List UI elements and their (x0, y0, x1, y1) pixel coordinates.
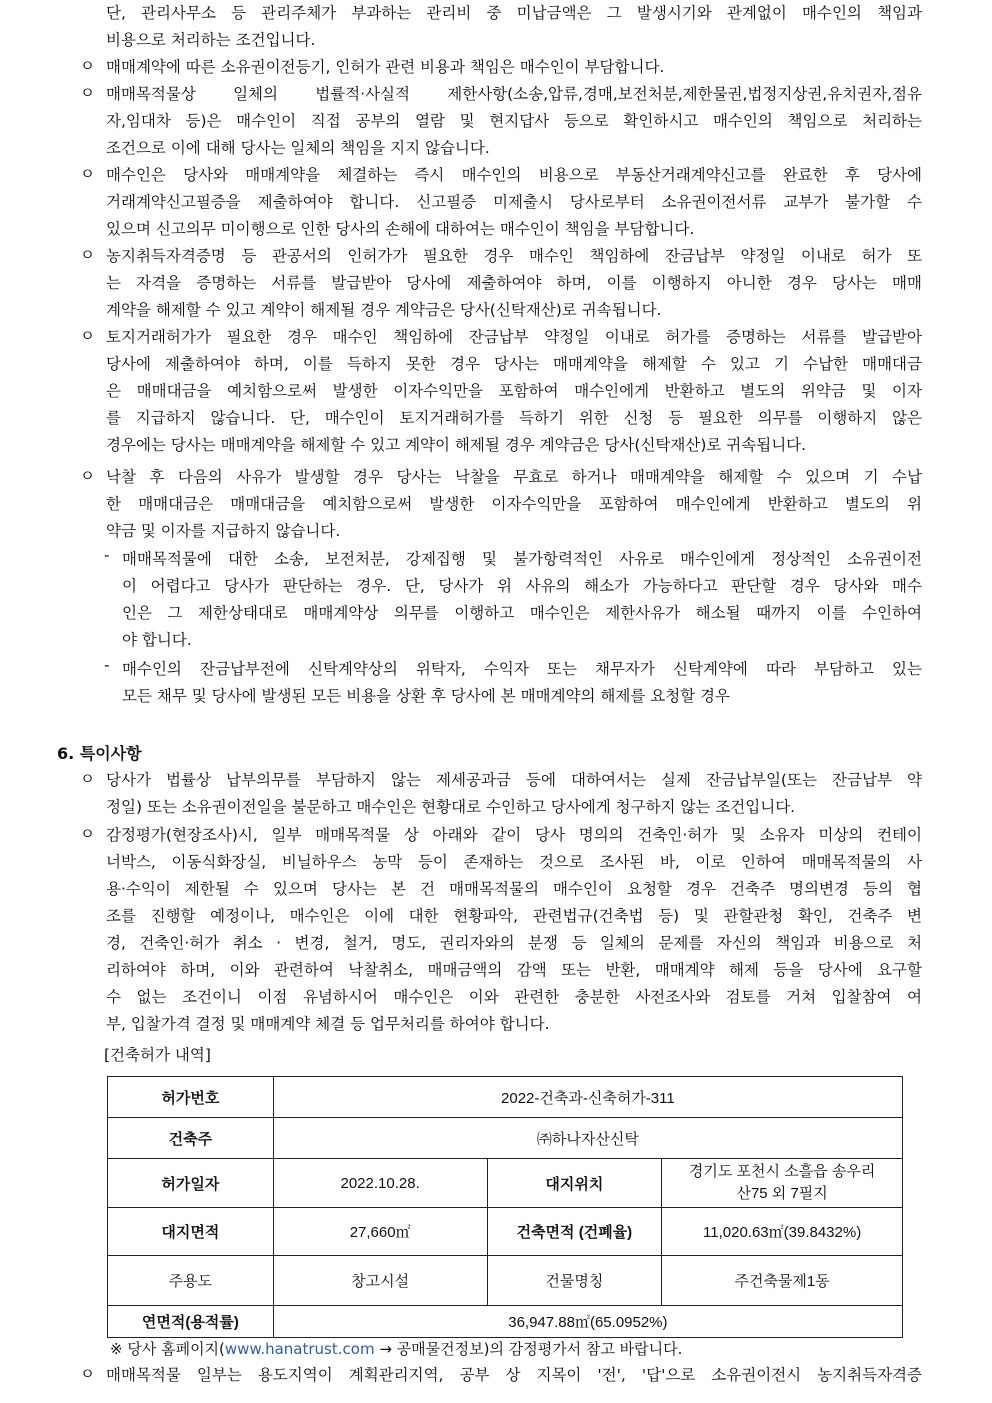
permit-date-value: 2022.10.28. (273, 1159, 487, 1208)
text-line: 토지거래허가가 필요한 경우 매수인 책임하에 잔금납부 약정일 이내로 허가를 증명하는 서류를 발급받아 (106, 328, 922, 346)
circle-bullet-icon: ㅇ (80, 165, 95, 183)
text-line: 수 없는 조건이니 이점 유념하시어 매수인은 이와 관련한 충분한 사전조사와 검토를 거쳐 입찰참여 여 (106, 988, 922, 1006)
circle-bullet-icon: ㅇ (80, 467, 95, 485)
text-line: 비용으로 처리하는 조건입니다. (106, 31, 316, 49)
building-name-value: 주건축물제1동 (662, 1256, 903, 1306)
text-line: 매매목적물 일부는 용도지역이 계획관리지역, 공부 상 지목이 '전', '답'으로 소유권이전시 농지취득자격증 (106, 1366, 922, 1384)
floor-area-label: 연면적(용적률) (108, 1306, 274, 1338)
text-line: 야 합니다. (122, 631, 192, 649)
text-line: 모든 채무 및 당사에 발생된 모든 비용을 상환 후 당사에 본 매매계약의 해제를 요청할 경우 (122, 687, 731, 705)
text-line: 매수인의 잔금납부전에 신탁계약상의 위탁자, 수익자 또는 채무자가 신탁계약에 따라 부담하고 있는 (122, 660, 922, 678)
text-line: 용·수익이 제한될 수 있으며 당사는 본 건 매매목적물의 매수인이 요청할 경우 건축주 명의변경 등의 협 (106, 880, 922, 898)
text-line: 인은 그 제한상태대로 매매계약상 의무를 이행하고 매수인은 제한사유가 해소될 때까지 이를 수인하여 (122, 604, 922, 622)
table-row (108, 1306, 903, 1338)
text-line: 매매목적물상 일체의 법률적·사실적 제한사항(소송,압류,경매,보전처분,제한물권,법정지상권,유치권자,점유 (106, 85, 922, 103)
text-line: 경, 건축인·허가 취소 · 변경, 철거, 명도, 권리자와의 분쟁 등 일체의 문제를 자신의 책임과 비용으로 처 (106, 934, 922, 952)
circle-bullet-icon: ㅇ (80, 327, 95, 345)
homepage-link[interactable]: www.hanatrust.com (224, 1340, 375, 1358)
text-line: 를 지급하지 않습니다. 단, 매수인이 토지거래허가를 득하기 위한 신청 등 필요한 의무를 이행하지 않은 (106, 409, 922, 427)
floor-area-value: 36,947.88㎡(65.0952%) (273, 1306, 902, 1338)
permit-date-label: 허가일자 (108, 1159, 274, 1208)
text-line: 너박스, 이동식화장실, 비닐하우스 농막 등이 존재하는 것으로 조사된 바, 이로 인하여 매매목적물의 사 (106, 853, 922, 871)
owner-label: 건축주 (108, 1118, 274, 1159)
circle-bullet-icon: ㅇ (80, 825, 95, 843)
circle-bullet-icon: ㅇ (80, 57, 95, 75)
text-line: 농지취득자격증명 등 관공서의 인허가가 필요한 경우 매수인 책임하에 잔금납부 약정일 이내로 허가 또 (106, 247, 922, 265)
main-use-value: 창고시설 (273, 1256, 487, 1306)
text-line: 단, 관리사무소 등 관리주체가 부과하는 관리비 중 미납금액은 그 발생시기와 관계없이 매수인의 책임과 (106, 4, 922, 22)
text-line: 리하여야 하며, 이와 관련하여 낙찰취소, 매매금액의 감액 또는 반환, 매매계약 해제 등을 당사에 요구할 (106, 961, 922, 979)
site-location-line: 경기도 포천시 소흘읍 송우리 (688, 1163, 876, 1180)
text-line: 매매목적물에 대한 소송, 보전처분, 강제집행 및 불가항력적인 사유로 매수인에게 정상적인 소유권이전 (122, 550, 922, 568)
text-line: 낙찰 후 다음의 사유가 발생할 경우 당사는 낙찰을 무효로 하거나 매매계약을 해제할 수 있으며 기 수납 (106, 468, 922, 486)
dash-bullet-icon: - (104, 546, 110, 564)
table-row (108, 1118, 903, 1159)
section-heading: 6. 특이사항 (57, 744, 142, 763)
footnote-text: ※ 당사 홈페이지( (110, 1340, 225, 1358)
building-permit-table (107, 1076, 903, 1338)
text-line: 거래계약신고필증을 제출하여야 합니다. 신고필증 미제출시 당사로부터 소유권이전서류 교부가 불가할 수 (106, 193, 922, 211)
footnote (110, 1338, 682, 1360)
circle-bullet-icon: ㅇ (80, 246, 95, 264)
permit-number-label: 허가번호 (108, 1077, 274, 1118)
building-name-label: 건물명칭 (487, 1256, 662, 1306)
text-line: 감정평가(현장조사)시, 일부 매매목적물 상 아래와 같이 당사 명의의 건축인·허가 및 소유자 미상의 컨테이 (106, 826, 922, 844)
building-area-label: 건축면적 (건폐율) (487, 1208, 662, 1256)
text-line: 매매계약에 따른 소유권이전등기, 인허가 관련 비용과 책임은 매수인이 부담합니다. (106, 58, 665, 76)
paragraph-continuation (106, 0, 922, 54)
land-area-value: 27,660㎡ (273, 1208, 487, 1256)
text-line: 약금 및 이자를 지급하지 않습니다. (106, 522, 341, 540)
text-line: 부, 입찰가격 결정 및 매매계약 체결 등 업무처리를 하여야 합니다. (106, 1015, 550, 1033)
text-line: 조를 진행할 예정이나, 매수인은 이에 대한 현황파악, 관련법규(건축법 등) 및 관할관청 확인, 건축주 변 (106, 907, 922, 925)
table-caption: [건축허가 내역] (104, 1046, 211, 1064)
text-line: 는 자격을 증명하는 서류를 발급받아 당사에 제출하여야 하며, 이를 이행하지 아니한 경우 당사는 매매 (106, 274, 922, 292)
table-row (108, 1256, 903, 1306)
text-line: 경우에는 당사는 매매계약을 해제할 수 있고 계약이 해제될 경우 계약금은 당사(신탁재산)로 귀속됩니다. (106, 436, 807, 454)
text-line: 계약을 해제할 수 있고 계약이 해제될 경우 계약금은 당사(신탁재산)로 귀속됩니다. (106, 301, 662, 319)
owner-value: ㈜하나자산신탁 (273, 1118, 902, 1159)
text-line: 자,임대차 등)은 매수인이 직접 공부의 열람 및 현지답사 등으로 확인하시고 매수인의 책임으로 처리하는 (106, 112, 922, 130)
text-line: 당사가 법률상 납부의무를 부담하지 않는 제세공과금 등에 대하여서는 실제 잔금납부일(또는 잔금납부 약 (106, 771, 922, 789)
circle-bullet-icon: ㅇ (80, 84, 95, 102)
building-area-value: 11,020.63㎡(39.8432%) (662, 1208, 903, 1256)
text-line: 당사에 제출하여야 하며, 이를 득하지 못한 경우 당사는 매매계약을 해제할 수 있고 기 수납한 매매대금 (106, 355, 922, 373)
site-location-line: 산75 외 7필지 (736, 1185, 828, 1202)
text-line: 은 매매대금을 예치함으로써 발생한 이자수익만을 포함하여 매수인에게 반환하고 별도의 위약금 및 이자 (106, 382, 922, 400)
table-row (108, 1208, 903, 1256)
table-row (108, 1159, 903, 1208)
text-line: 있으며 신고의무 미이행으로 인한 당사의 손해에 대하여는 매수인이 책임을 부담합니다. (106, 220, 695, 238)
text-line: 매수인은 당사와 매매계약을 체결하는 즉시 매수인의 비용으로 부동산거래계약신고를 완료한 후 당사에 (106, 166, 922, 184)
table-row (108, 1077, 903, 1118)
site-location-value (662, 1159, 903, 1208)
text-line: 정일) 또는 소유권이전일을 불문하고 매수인은 현황대로 수인하고 당사에게 청구하지 않는 조건입니다. (106, 798, 796, 816)
footnote-text: → 공매물건정보)의 감정평가서 참고 바랍니다. (374, 1340, 683, 1358)
main-use-label: 주용도 (108, 1256, 274, 1306)
site-location-label: 대지위치 (487, 1159, 662, 1208)
circle-bullet-icon: ㅇ (80, 1365, 95, 1383)
text-line: 이 어렵다고 당사가 판단하는 경우. 단, 당사가 위 사유의 해소가 가능하다고 판단할 경우 당사와 매수 (122, 577, 922, 595)
permit-number-value: 2022-건축과-신축허가-311 (273, 1077, 902, 1118)
text-line: 조건으로 이에 대해 당사는 일체의 책임을 지지 않습니다. (106, 139, 490, 157)
land-area-label: 대지면적 (108, 1208, 274, 1256)
circle-bullet-icon: ㅇ (80, 770, 95, 788)
dash-bullet-icon: - (104, 656, 110, 674)
text-line: 한 매매대금은 매매대금을 예치함으로써 발생한 이자수익만을 포함하여 매수인에게 반환하고 별도의 위 (106, 495, 922, 513)
